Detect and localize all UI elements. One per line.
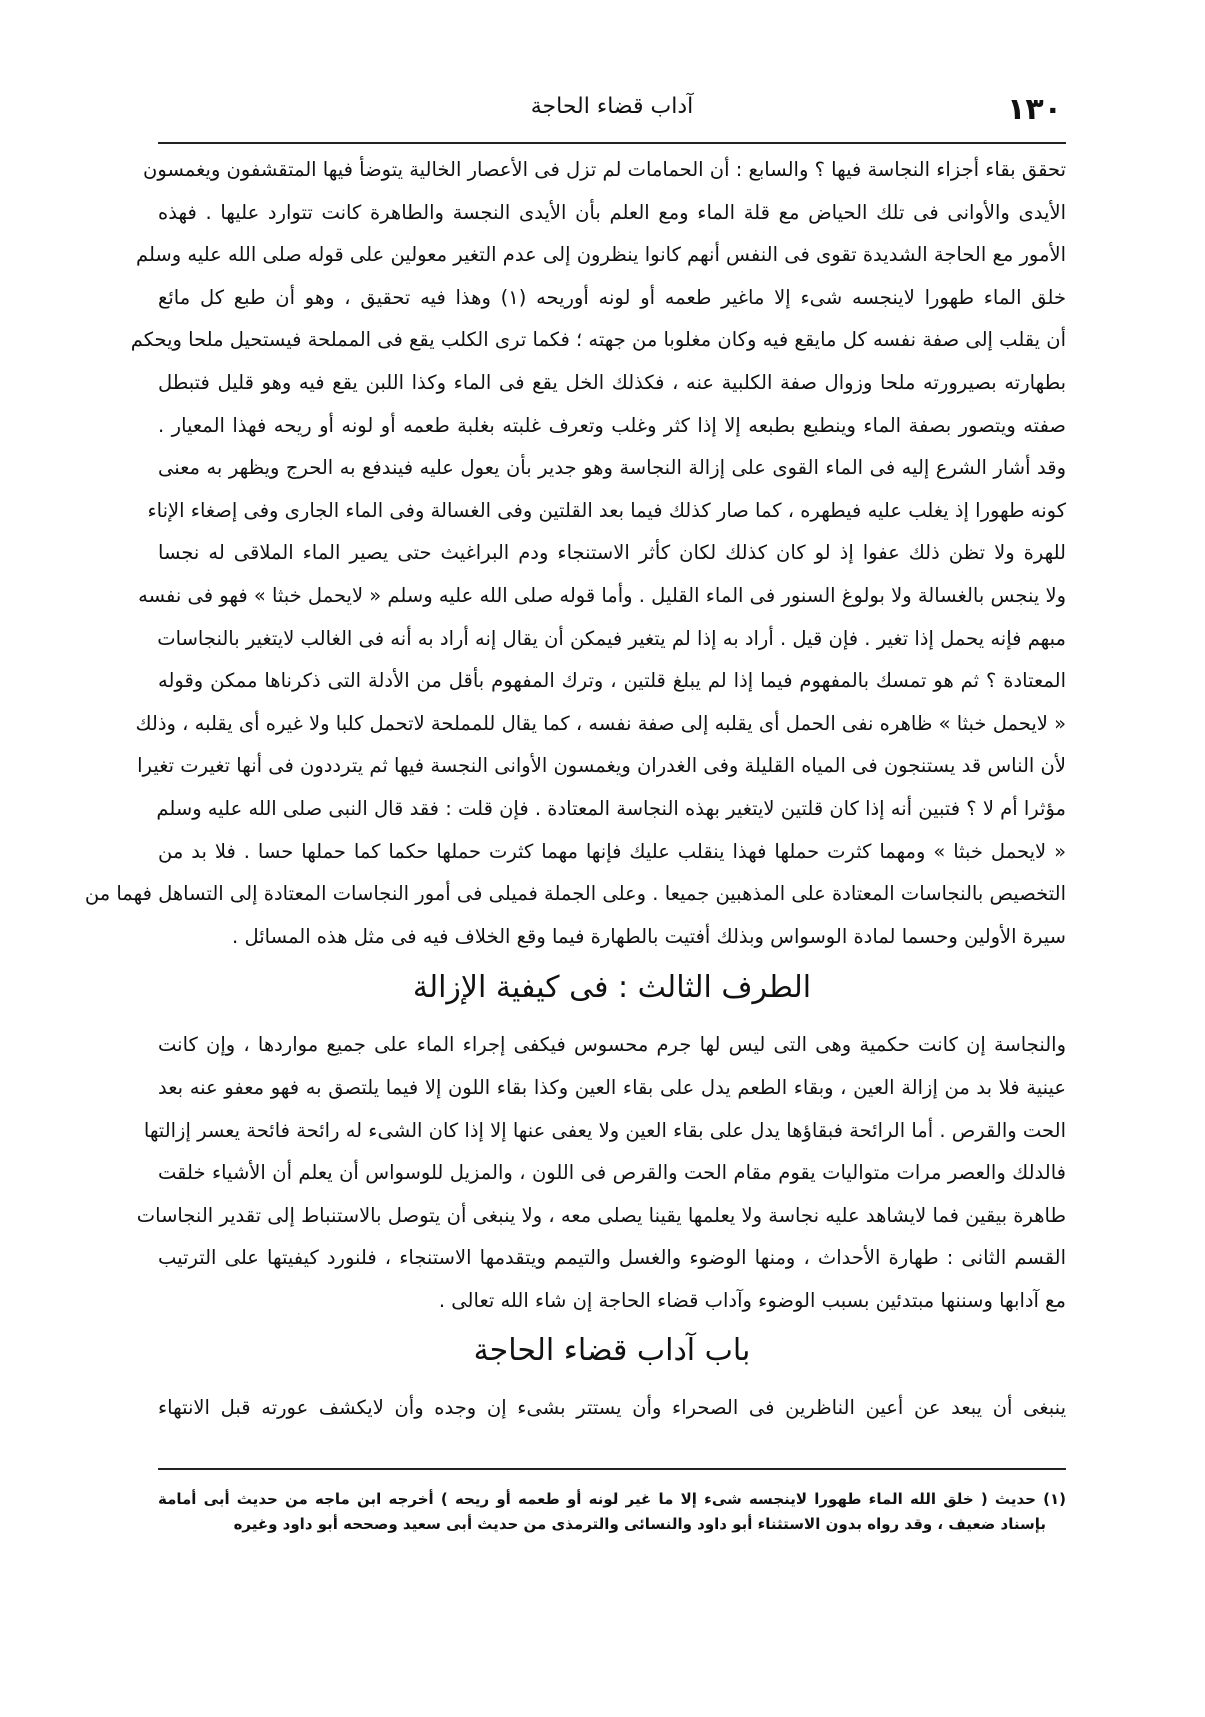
text-line: الأمور مع الحاجة الشديدة تقوى فى النفس أنهم كانوا ينظرون إلى عدم التغير معولين على قوله صلى الله عليه وسلم	[135, 243, 1066, 267]
page-number: ١٣٠	[1007, 92, 1062, 127]
text-line: مع آدابها وسننها مبتدئين بسبب الوضوء وآداب قضاء الحاجة إن شاء الله تعالى .	[438, 1289, 1066, 1313]
footnote-line: (١) حديث ( خلق الله الماء طهورا لاينجسه شىء إلا ما غير لونه أو طعمه أو ريحه ) أخرجه ابن ماجه من حديث أبى أمامة	[158, 1490, 1066, 1508]
text-line: فالدلك والعصر مرات متواليات يقوم مقام الحت والقرص فى اللون ، والمزيل للوسواس أن يعلم أن الأشياء خلقت	[158, 1161, 1066, 1185]
text-line: صفته ويتصور بصفة الماء وينطبع بطبعه إلا إذا كثر وغلب وتعرف غلبته بغلبة طعمه أو لونه أو ريحه فهذا المعيار .	[158, 413, 1066, 437]
text-line: عينية فلا بد من إزالة العين ، وبقاء الطعم يدل على بقاء العين وكذا بقاء اللون إلا فيما يلتصق به فهو معفو عنه بعد	[158, 1076, 1066, 1100]
text-line: خلق الماء طهورا لاينجسه شىء إلا ماغير طعمه أو لونه أوريحه (١) وهذا فيه تحقيق ، وهو أن طبع كل مائع	[158, 285, 1067, 309]
text-line: بطهارته بصيرورته ملحا وزوال صفة الكلبية عنه ، فكذلك الخل يقع فى الماء وكذا اللبن يقع فيه وهو قليل فتبطل	[158, 371, 1066, 394]
text-line: القسم الثانى : طهارة الأحداث ، ومنها الوضوء والغسل والتيمم ويتقدمها الاستنجاء ، فلنورد كيفيتها على الترتيب	[158, 1246, 1066, 1270]
text-line: المعتادة ؟ ثم هو تمسك بالمفهوم فيما إذا لم يبلغ قلتين ، وترك المفهوم بأقل من الأدلة التى ذكرناها ممكن وقوله	[158, 669, 1066, 693]
text-line: تحقق بقاء أجزاء النجاسة فيها ؟ والسابع : أن الحمامات لم تزل فى الأعصار الخالية يتوضأ فيها المتقشفون ويغمسون	[143, 158, 1066, 181]
running-title: آداب قضاء الحاجة	[530, 94, 694, 119]
footnote-rule	[158, 1468, 1066, 1470]
text-line: أن يقلب إلى صفة نفسه كل مايقع فيه وكان مغلوبا من جهته ؛ فكما ترى الكلب يقع فى المملحة فيستحيل ملحا ويحكم	[130, 328, 1066, 352]
text-line: ولا ينجس بالغسالة ولا بولوغ السنور فى الماء القليل . وأما قوله صلى الله عليه وسلم « لايحمل خبثا » فهو فى نفسه	[138, 584, 1066, 607]
header-rule	[158, 142, 1066, 144]
text-line: « لايحمل خبثا » ومهما كثرت حملها فهذا ينقلب عليك فإنها مهما كثرت حملها حكما كما حملها حسا . فلا بد من	[158, 839, 1066, 863]
footnote-line: بإسناد ضعيف ، وقد رواه بدون الاستثناء أبو داود والنسائى والترمذى من حديث أبى سعيد وصححه أبو داود وغيره	[233, 1515, 1046, 1533]
text-line: « لايحمل خبثا » ظاهره نفى الحمل أى يقلبه إلى صفة نفسه ، كما يقال للمملحة لاتحمل كلبا ولا غيره أى يقلبه ، وذلك	[135, 711, 1066, 735]
text-line: كونه طهورا إذ يغلب عليه فيطهره ، كما صار كذلك فيما بعد القلتين وفى الغسالة وفى الماء الجارى وفى إصغاء الإناء	[147, 498, 1066, 522]
text-line: لأن الناس قد يستنجون فى المياه القليلة وفى الغدران ويغمسون الأوانى النجسة فيها ثم يترددون فى أنها تغيرت تغيرا	[137, 754, 1066, 778]
text-line: ينبغى أن يبعد عن أعين الناظرين فى الصحراء وأن يستتر بشىء إن وجده وأن لايكشف عورته قبل الانتهاء	[158, 1395, 1066, 1419]
text-line: الحت والقرص . أما الرائحة فبقاؤها يدل على بقاء العين ولا يعفى عنها إلا إذا كان الشىء له رائحة فائحة يعسر إزالتها	[143, 1118, 1066, 1142]
text-line: للهرة ولا تظن ذلك عفوا إذ لو كان كذلك لكان كأثر الاستنجاء ودم البراغيث حتى يصير الماء الملاقى له نجسا	[158, 541, 1066, 565]
section-heading: الطرف الثالث : فى كيفية الإزالة	[412, 970, 812, 1006]
text-line: والنجاسة إن كانت حكمية وهى التى ليس لها جرم محسوس فيكفى إجراء الماء على جميع مواردها ، وإن كانت	[158, 1033, 1066, 1057]
chapter-heading: باب آداب قضاء الحاجة	[473, 1332, 751, 1368]
text-line: طاهرة بيقين فما لايشاهد عليه نجاسة ولا يعلمها يقينا يصلى معه ، ولا ينبغى أن يتوصل بالاستنباط إلى تقدير النجاسات	[136, 1203, 1066, 1227]
text-line: التخصيص بالنجاسات المعتادة على المذهبين جميعا . وعلى الجملة فميلى فى أمور النجاسات المعتادة إلى التساهل فهما من	[84, 882, 1066, 906]
page-header	[158, 92, 1066, 132]
text-line: مبهم فإنه يحمل إذا تغير . فإن قيل . أراد به إذا لم يتغير فيمكن أن يقال إنه أراد به أنه فى الغالب لايتغير بالنجاسات	[157, 626, 1066, 650]
text-line: الأيدى والأوانى فى تلك الحياض مع قلة الماء ومع العلم بأن الأيدى النجسة والطاهرة كانت تتوارد عليها . فهذه	[158, 200, 1066, 224]
text-line: مؤثرا أم لا ؟ فتبين أنه إذا كان قلتين لايتغير بهذه النجاسة المعتادة . فإن قلت : فقد قال النبى صلى الله عليه وسلم	[156, 797, 1066, 820]
text-line: وقد أشار الشرع إليه فى الماء القوى على إزالة النجاسة وهو جدير بأن يعول عليه فيندفع به الحرج ويظهر به معنى	[158, 456, 1066, 480]
text-line: سيرة الأولين وحسما لمادة الوسواس وبذلك أفتيت بالطهارة فيما وقع الخلاف فيه فى مثل هذه المسائل .	[232, 924, 1066, 948]
